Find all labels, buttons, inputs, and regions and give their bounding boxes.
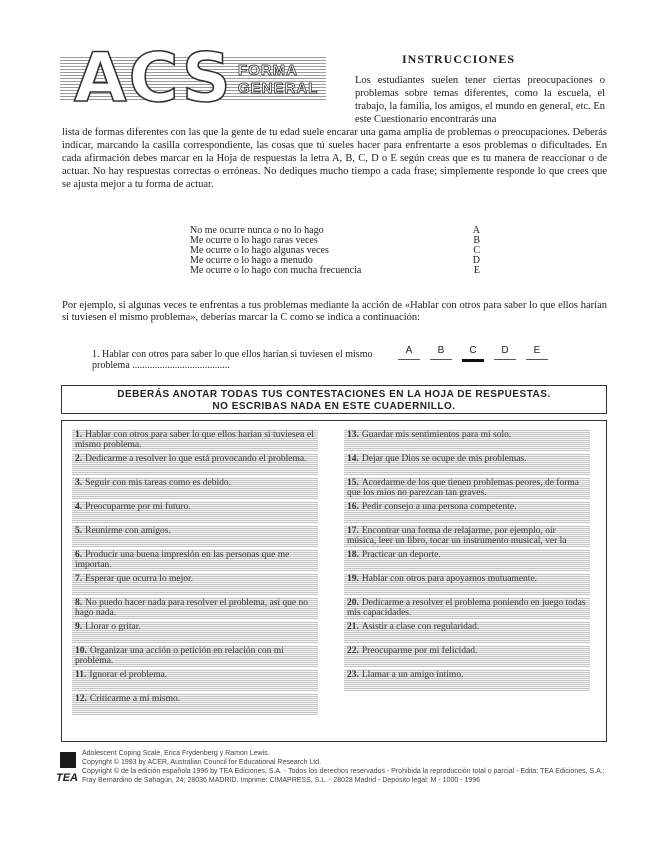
scale-label: No me ocurre nunca o no lo hago bbox=[190, 225, 324, 236]
example-box-c-marked: C bbox=[462, 345, 484, 362]
warning-line-1: DEBERÁS ANOTAR TODAS TUS CONTESTACIONES EN LA HOJA DE RESPUESTAS. bbox=[117, 389, 551, 400]
item-number: 14. bbox=[347, 454, 359, 464]
item-number: 7. bbox=[75, 574, 83, 584]
footer-line-3: Copyright © de la edición española 1996 by TEA Ediciones, S.A. - Todos los derechos reservados - Prohibida la reproducción total o parcial - Edita: TEA Ediciones, S.A.; Fray Bernardino de Sahagún, 24; 28036 MADRID. Imprime: CIMAPRESS, S.L. - 28028 Madrid - Depósito legal: M - 1000 - 1996 bbox=[82, 768, 605, 784]
item-number: 12. bbox=[75, 694, 87, 704]
logo-acs: ACS bbox=[74, 39, 233, 118]
scale-label: Me ocurre o lo hago raras veces bbox=[190, 235, 318, 246]
item-number: 9. bbox=[75, 622, 83, 632]
list-item bbox=[72, 693, 318, 715]
item-text: Preocuparme por mi futuro. bbox=[85, 502, 191, 512]
item-text: Encontrar una forma de relajarme, por ejemplo, oír música, leer un libro, tocar un instrumento musical, ver la bbox=[347, 526, 567, 546]
logo-general-text: GENERAL bbox=[238, 80, 319, 97]
item-number: 20. bbox=[347, 598, 359, 608]
list-item bbox=[344, 597, 590, 619]
list-item bbox=[344, 525, 590, 547]
item-number: 23. bbox=[347, 670, 359, 680]
scale-label: Me ocurre o lo hago algunas veces bbox=[190, 245, 329, 256]
list-item bbox=[72, 501, 318, 523]
item-text: Criticarme a mí mismo. bbox=[89, 694, 181, 704]
item-number: 21. bbox=[347, 622, 359, 632]
item-number: 2. bbox=[75, 454, 83, 464]
item-text: Llamar a un amigo íntimo. bbox=[361, 670, 464, 680]
list-item bbox=[72, 429, 318, 451]
item-text: Acordarme de los que tienen problemas peores, de forma que los míos no parezcan tan graves. bbox=[347, 478, 579, 498]
items-box bbox=[61, 420, 607, 742]
item-number: 10. bbox=[75, 646, 87, 656]
list-item bbox=[344, 429, 590, 451]
item-number: 22. bbox=[347, 646, 359, 656]
item-text: Esperar que ocurra lo mejor. bbox=[85, 574, 194, 584]
item-text: Ignorar el problema. bbox=[89, 670, 168, 680]
instructions-intro-right: Los estudiantes suelen tener ciertas preocupaciones o problemas sobre temas diferentes, como la escuela, el trabajo, la familia, los amigos, el mundo en general, etc. En este Cuestionario encontrarás una bbox=[355, 75, 605, 125]
item-number: 8. bbox=[75, 598, 83, 608]
items-column-right bbox=[344, 429, 590, 693]
item-text: Reunirme con amigos. bbox=[85, 526, 171, 536]
scale-letter: A bbox=[472, 225, 480, 236]
logo-forma-text: FORMA bbox=[238, 62, 298, 79]
scale-letter: C bbox=[473, 245, 480, 256]
item-number: 4. bbox=[75, 502, 83, 512]
list-item bbox=[72, 573, 318, 595]
item-number: 3. bbox=[75, 478, 83, 488]
list-item bbox=[72, 525, 318, 547]
list-item bbox=[344, 645, 590, 667]
item-text: Dedicarme a resolver el problema poniendo en juego todas mis capacidades. bbox=[347, 598, 586, 618]
item-text: Dejar que Dios se ocupe de mis problemas. bbox=[361, 454, 527, 464]
example-text: Por ejemplo, si algunas veces te enfrentas a tus problemas mediante la acción de «Hablar con otros para saber lo que ellos harían si tuviesen el mismo problema», deberías marcar la C como se indica a continuación: bbox=[62, 300, 607, 323]
item-text: Pedir consejo a una persona competente. bbox=[361, 502, 517, 512]
example-box-b: B bbox=[430, 345, 452, 360]
list-item bbox=[72, 549, 318, 571]
list-item bbox=[72, 645, 318, 667]
example-box-d: D bbox=[494, 345, 516, 360]
copyright-footer bbox=[82, 749, 612, 785]
item-text: Hablar con otros para saber lo que ellos harían si tuviesen el mismo problema. bbox=[75, 430, 314, 450]
footer-line-2: Copyright © 1993 by ACER, Australian Council for Educational Research Ltd. bbox=[82, 759, 322, 766]
scale-letter: D bbox=[472, 255, 480, 266]
item-number: 15. bbox=[347, 478, 359, 488]
scale-row bbox=[190, 266, 480, 276]
item-text: Dedicarme a resolver lo que está provocando el problema. bbox=[85, 454, 307, 464]
item-number: 18. bbox=[347, 550, 359, 560]
scale-letter: B bbox=[473, 235, 480, 246]
list-item bbox=[344, 669, 590, 691]
list-item bbox=[344, 621, 590, 643]
example-box-a: A bbox=[398, 345, 420, 360]
list-item bbox=[72, 669, 318, 691]
list-item bbox=[344, 477, 590, 499]
item-number: 19. bbox=[347, 574, 359, 584]
list-item bbox=[72, 477, 318, 499]
response-scale bbox=[190, 226, 480, 276]
list-item bbox=[72, 621, 318, 643]
scale-label: Me ocurre o lo hago con mucha frecuencia bbox=[190, 265, 362, 276]
item-text: Seguir con mis tareas como es debido. bbox=[85, 478, 232, 488]
list-item bbox=[344, 573, 590, 595]
item-number: 17. bbox=[347, 526, 359, 536]
item-text: Llorar o gritar. bbox=[85, 622, 141, 632]
instructions-intro-full: lista de formas diferentes con las que la gente de tu edad suele encarar una gama amplia de problemas o preocupaciones. Deberás indicar, marcando la casilla correspondiente, las cosas que tú sueles hacer para enfrentarte a esos problemas o dificultades. En cada afirmación debes marcar en la Hoja de respuestas la letra A, B, C, D o E según creas que es tu manera de reaccionar o de actuar. No hay respuestas correctas o erróneas. No dediques mucho tiempo a cada frase; simplemente responde lo que crees que se ajusta mejor a tu forma de actuar. bbox=[62, 127, 607, 190]
example-item: 1. Hablar con otros para saber lo que ellos harían si tuviesen el mismo problema ....................................... bbox=[92, 349, 373, 371]
warning-line-2: NO ESCRIBAS NADA EN ESTE CUADERNILLO. bbox=[212, 401, 456, 412]
item-text: Practicar un deporte. bbox=[361, 550, 441, 560]
item-number: 5. bbox=[75, 526, 83, 536]
footer-line-1: Adolescent Coping Scale, Erica Frydenberg y Ramon Lewis. bbox=[82, 750, 270, 757]
list-item bbox=[344, 549, 590, 571]
example-box-e: E bbox=[526, 345, 548, 360]
scale-letter: E bbox=[473, 265, 480, 276]
item-text: No puedo hacer nada para resolver el problema, así que no hago nada. bbox=[75, 598, 309, 618]
publisher-label: TEA bbox=[56, 772, 78, 784]
list-item bbox=[344, 453, 590, 475]
instructions-title: INSTRUCCIONES bbox=[402, 52, 516, 66]
item-number: 1. bbox=[75, 430, 83, 440]
item-text: Organizar una acción o petición en relación con mi problema. bbox=[75, 646, 284, 666]
list-item bbox=[72, 453, 318, 475]
item-number: 11. bbox=[75, 670, 87, 680]
list-item bbox=[72, 597, 318, 619]
item-text: Producir una buena impresión en las personas que me importan. bbox=[75, 550, 290, 570]
warning-box bbox=[61, 385, 607, 414]
item-text: Hablar con otros para apoyarnos mutuamente. bbox=[361, 574, 538, 584]
example-answer-boxes bbox=[398, 345, 548, 362]
items-column-left bbox=[72, 429, 318, 717]
scale-label: Me ocurre o lo hago a menudo bbox=[190, 255, 313, 266]
item-number: 13. bbox=[347, 430, 359, 440]
item-number: 6. bbox=[75, 550, 83, 560]
item-number: 16. bbox=[347, 502, 359, 512]
tea-logo-icon bbox=[60, 752, 76, 768]
item-text: Preocuparme por mi felicidad. bbox=[361, 646, 478, 656]
list-item bbox=[344, 501, 590, 523]
item-text: Guardar mis sentimientos para mí solo. bbox=[361, 430, 512, 440]
item-text: Asistir a clase con regularidad. bbox=[361, 622, 480, 632]
